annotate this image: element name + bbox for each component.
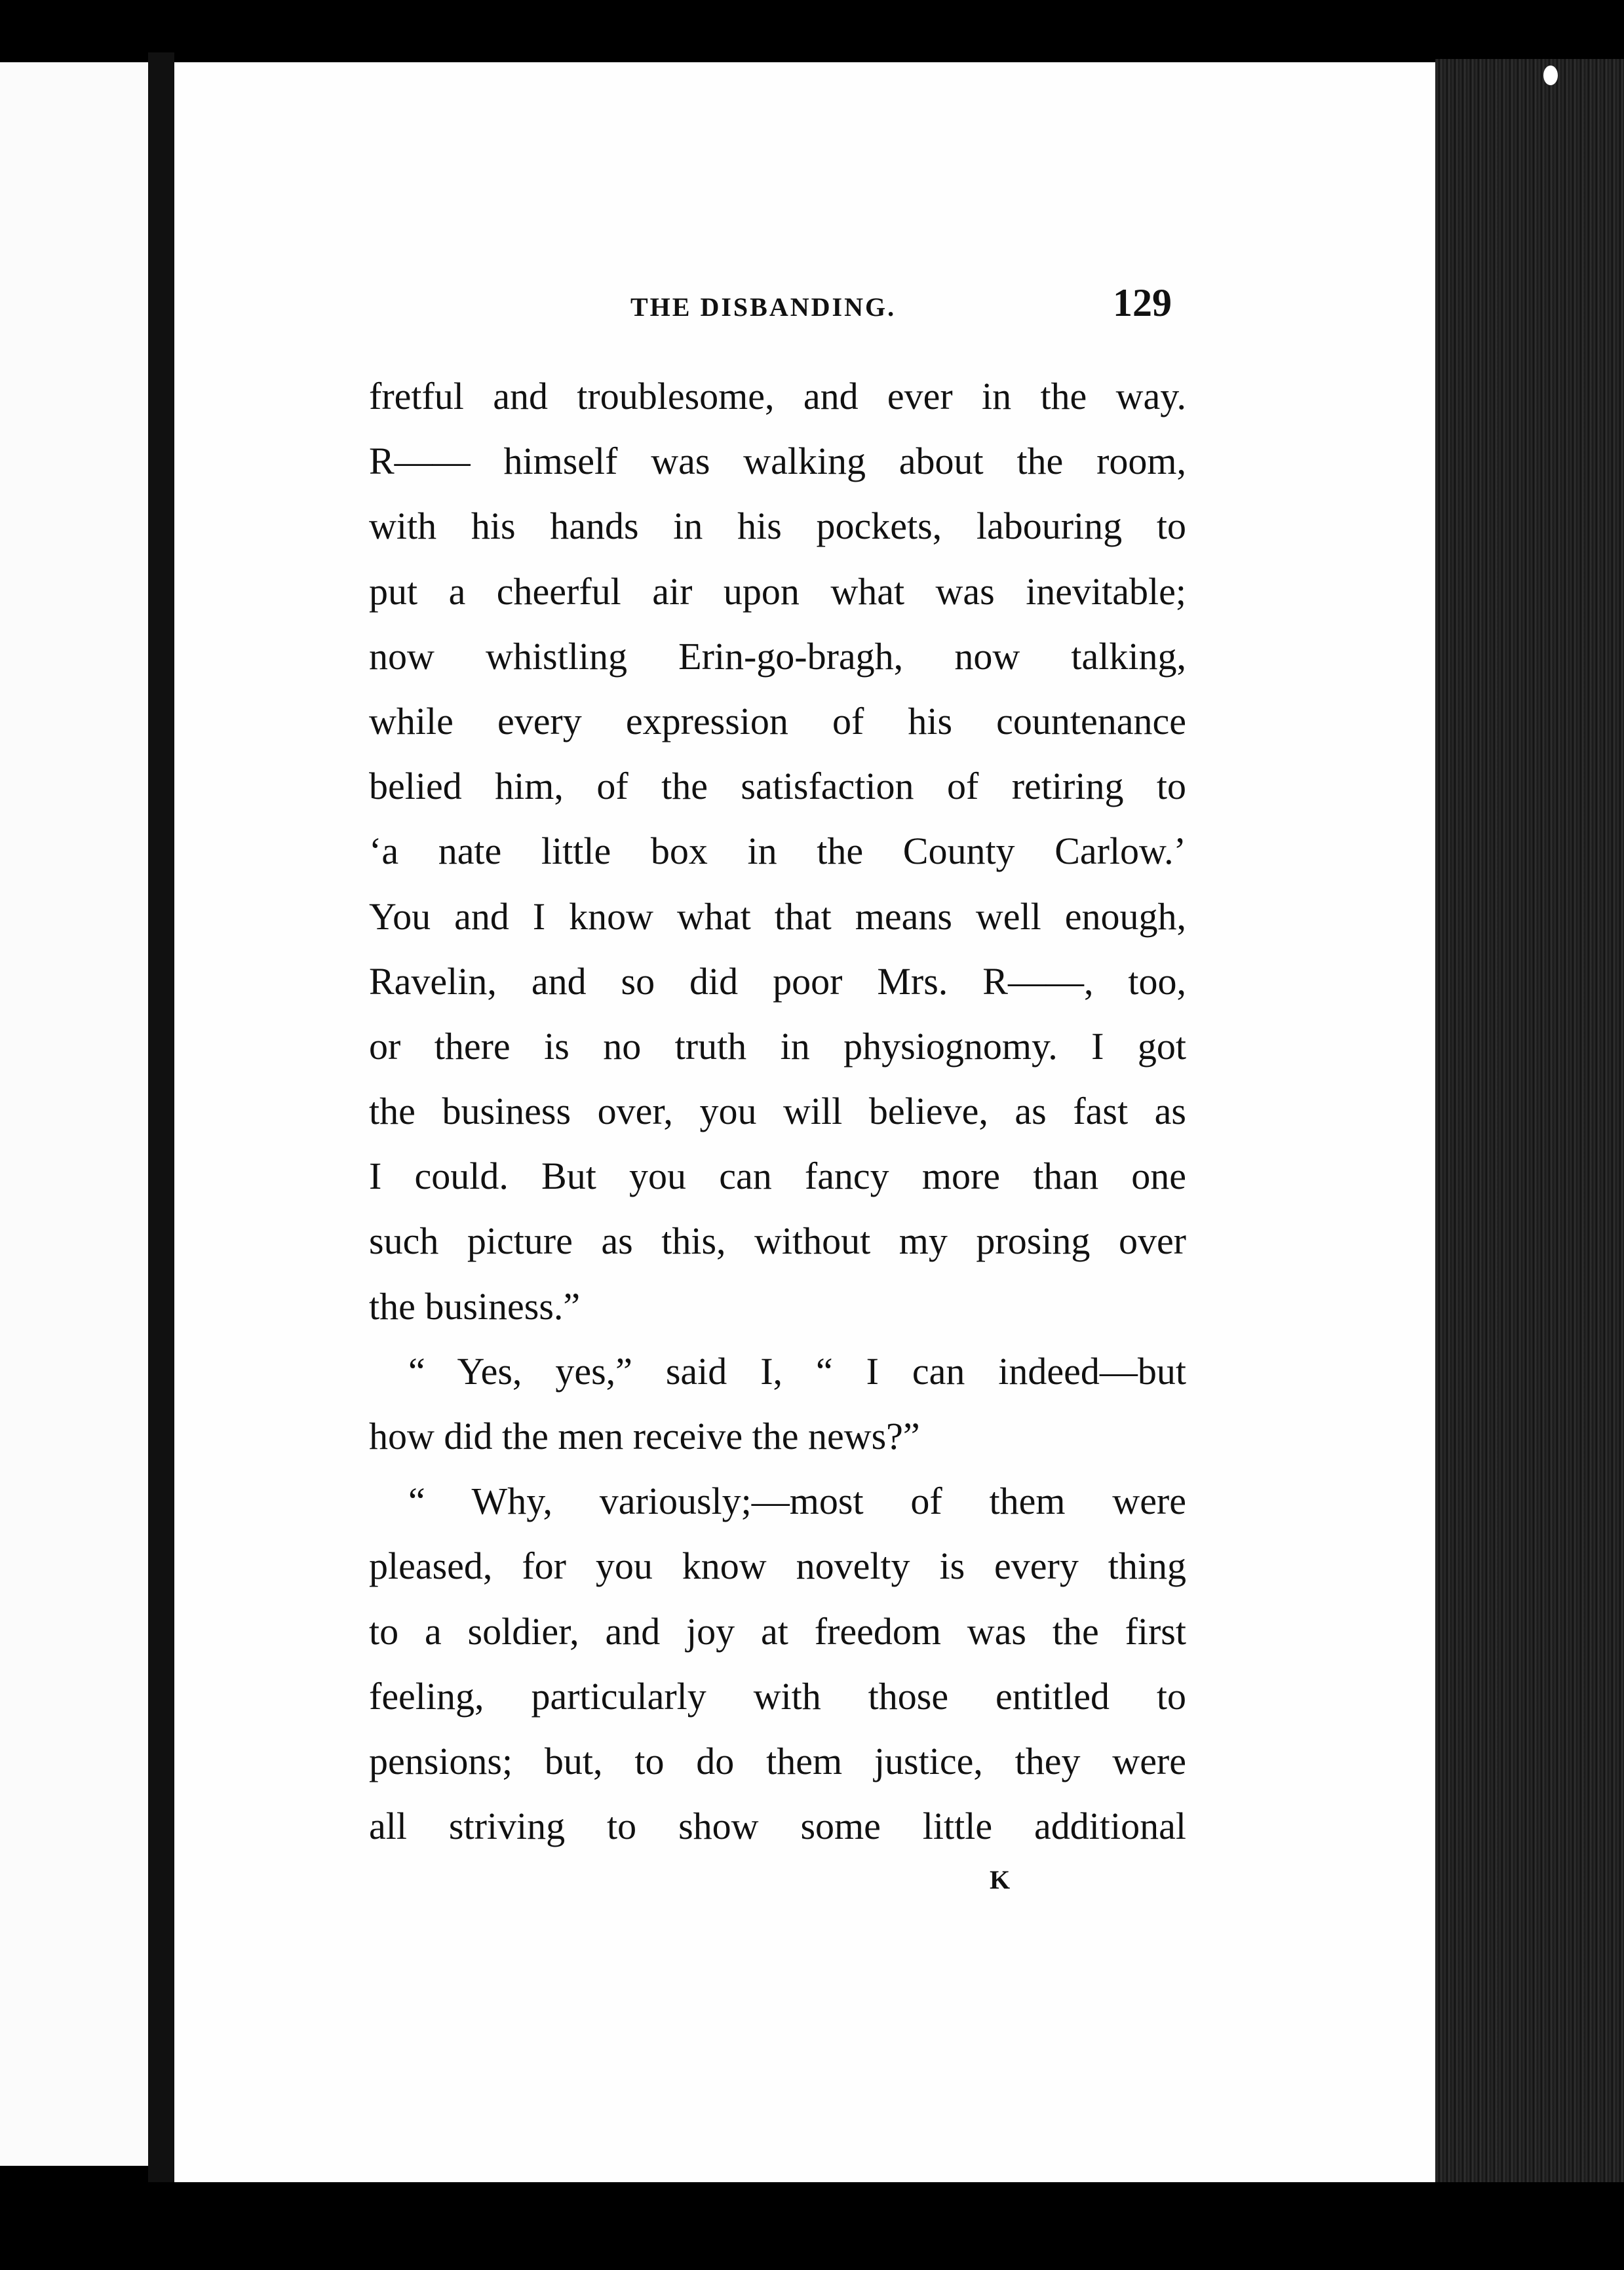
text-line: all striving to show some little additional [369, 1805, 1186, 1848]
signature-mark: K [990, 1865, 1011, 1895]
page-number: 129 [1113, 281, 1172, 324]
text-line: with his hands in his pockets, labouring to [369, 505, 1186, 548]
book-gutter [148, 52, 174, 2182]
text-line: ‘a nate little box in the County Carlow.’ [369, 830, 1186, 873]
body-text [369, 364, 1186, 1858]
scan-speck [1543, 66, 1558, 85]
text-line: R—— himself was walking about the room, [369, 440, 1186, 483]
text-line: “ Yes, yes,” said I, “ I can indeed—but [408, 1349, 1186, 1393]
text-line: the business over, you will believe, as fast as [369, 1090, 1186, 1133]
text-line: pleased, for you know novelty is every thing [369, 1545, 1186, 1588]
text-line: how did the men receive the news?” [369, 1415, 920, 1457]
text-line: or there is no truth in physiognomy. I got [369, 1024, 1186, 1068]
text-line: You and I know what that means well enough, [369, 895, 1186, 938]
book-edge [1435, 59, 1624, 2215]
text-line: I could. But you can fancy more than one [369, 1155, 1186, 1198]
running-title: THE DISBANDING. [630, 292, 897, 322]
text-line: fretful and troublesome, and ever in the way. [369, 375, 1186, 417]
facing-page-edge [0, 62, 148, 2166]
text-line: “ Why, variously;—most of them were [408, 1480, 1186, 1523]
text-line: belied him, of the satisfaction of retiring to [369, 765, 1186, 808]
text-line: put a cheerful air upon what was inevitable; [369, 569, 1186, 613]
scan-bottom-border [0, 2182, 1624, 2270]
text-line: while every expression of his countenance [369, 699, 1186, 742]
text-line: feeling, particularly with those entitled to [369, 1674, 1186, 1718]
text-line: the business.” [369, 1284, 581, 1328]
text-line: now whistling Erin-go-bragh, now talking, [369, 634, 1186, 678]
text-line: pensions; but, to do them justice, they were [369, 1739, 1186, 1782]
text-line: Ravelin, and so did poor Mrs. R——, too, [369, 959, 1186, 1003]
text-line: such picture as this, without my prosing over [369, 1220, 1186, 1263]
text-line: to a soldier, and joy at freedom was the first [369, 1609, 1186, 1653]
